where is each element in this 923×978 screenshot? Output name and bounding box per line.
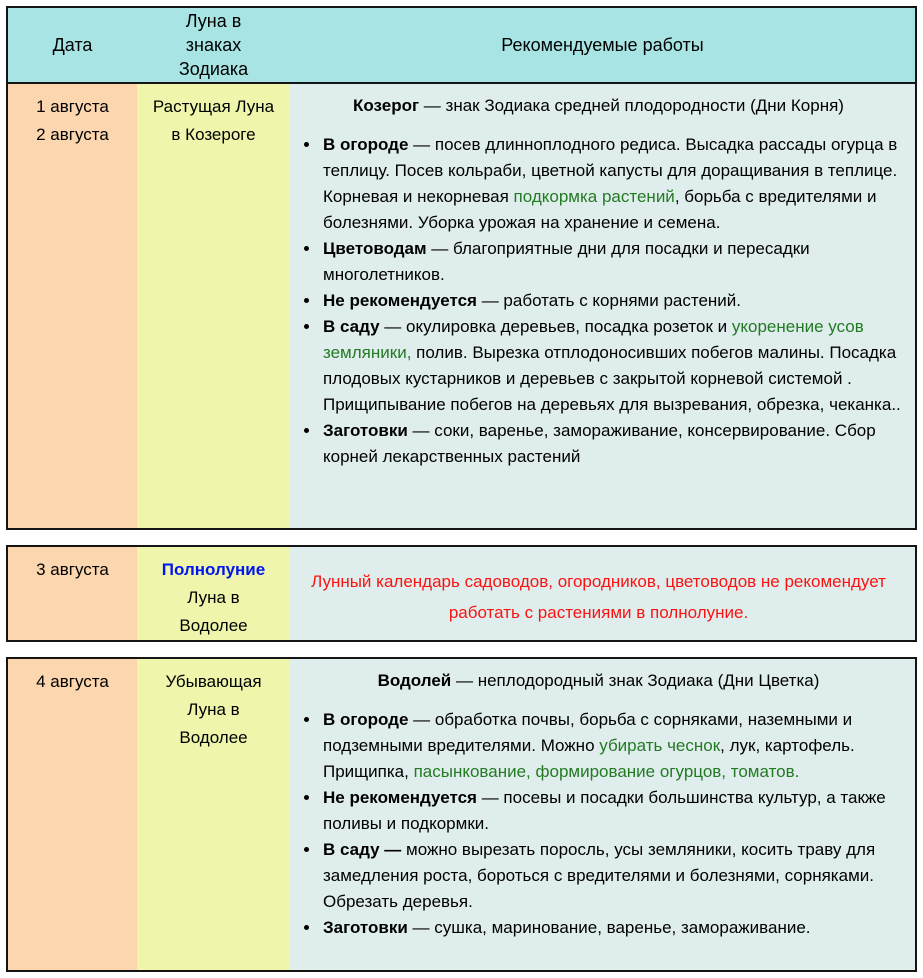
works-cell [290,659,915,970]
zodiac-sign-title: Козерог — знак Зодиака средней плодородности (Дни Корня) [353,96,844,115]
moon-line: Водолее [179,616,248,635]
date-cell [8,84,137,528]
table-header-row [8,8,915,84]
moon-line: Растущая Луна [152,97,275,116]
row-august-4 [8,659,915,970]
date-cell [8,547,137,640]
works-list-item: • В саду — можно вырезать поросль, усы земляники, косить траву для замедления роста, бороться с вредителями и болезнями, сорняками. Обрезать деревья. [321,837,905,915]
header-works-label: Рекомендуемые работы [501,35,704,55]
moon-line: Убывающая [165,672,262,691]
works-list-item: • Не рекомендуется — посевы и посадки большинства культур, а также поливы и подкормки. [321,785,905,837]
calendar-table-august-4 [6,657,917,972]
header-moon-line: Луна в [185,11,242,31]
works-list-item: • В саду — окулировка деревьев, посадка розеток и укоренение усов земляники, полив. Вырезка отплодоносивших побегов малины. Посадка плодовых кустарников и деревьев с закрытой корневой системой . Прищипывание побегов на деревьях для вызревания, обрезка, чеканка.. [321,314,905,418]
works-list [292,132,905,470]
date-line: 1 августа [36,97,109,116]
works-list-item: • Заготовки — сушка, маринование, варенье, замораживание. [321,915,905,941]
works-list-item: • Заготовки — соки, варенье, замораживание, консервирование. Сбор корней лекарственных растений [321,418,905,470]
date-cell [8,659,137,970]
calendar-table-august-1-2 [6,6,917,530]
row-august-3 [8,547,915,640]
works-list-item: • Не рекомендуется — работать с корнями растений. [321,288,905,314]
works-cell [290,84,915,528]
works-list-item: • В огороде — обработка почвы, борьба с сорняками, наземными и подземными вредителями. Можно убирать чеснок, лук, картофель. Прищипка, пасынкование, формирование огурцов, томатов. [321,707,905,785]
header-moon-line: Зодиака [178,59,249,79]
header-works [290,8,915,82]
moon-line: Водолее [179,728,248,747]
full-moon-warning: Лунный календарь садоводов, огородников, цветоводов не рекомендует работать с растениями в полнолуние. [311,572,886,622]
works-list-item: • Цветоводам — благоприятные дни для посадки и пересадки многолетников. [321,236,905,288]
header-moon-sign [137,8,290,82]
moon-line: Луна в [187,700,240,719]
moon-line: Луна в [187,588,240,607]
moon-cell [137,84,290,528]
header-date [8,8,137,82]
works-list-item: • В огороде — посев длинноплодного редиса. Высадка рассады огурца в теплицу. Посев кольраби, цветной капусты для доращивания в теплице. Корневая и некорневая подкормка растений, борьба с вредителями и болезнями. Уборка урожая на хранение и семена. [321,132,905,236]
header-moon-line: знаках [185,35,242,55]
works-list [292,707,905,941]
moon-line: в Козероге [171,125,256,144]
header-date-label: Дата [52,35,93,55]
moon-cell [137,547,290,640]
moon-cell [137,659,290,970]
calendar-table-august-3 [6,545,917,642]
row-august-1-2 [8,84,915,528]
moon-line: Полнолуние [161,560,266,579]
date-line: 2 августа [36,125,109,144]
date-line: 4 августа [36,672,109,691]
zodiac-sign-title: Водолей — неплодородный знак Зодиака (Дни Цветка) [377,671,820,690]
works-cell [290,547,915,640]
date-line: 3 августа [36,560,109,579]
